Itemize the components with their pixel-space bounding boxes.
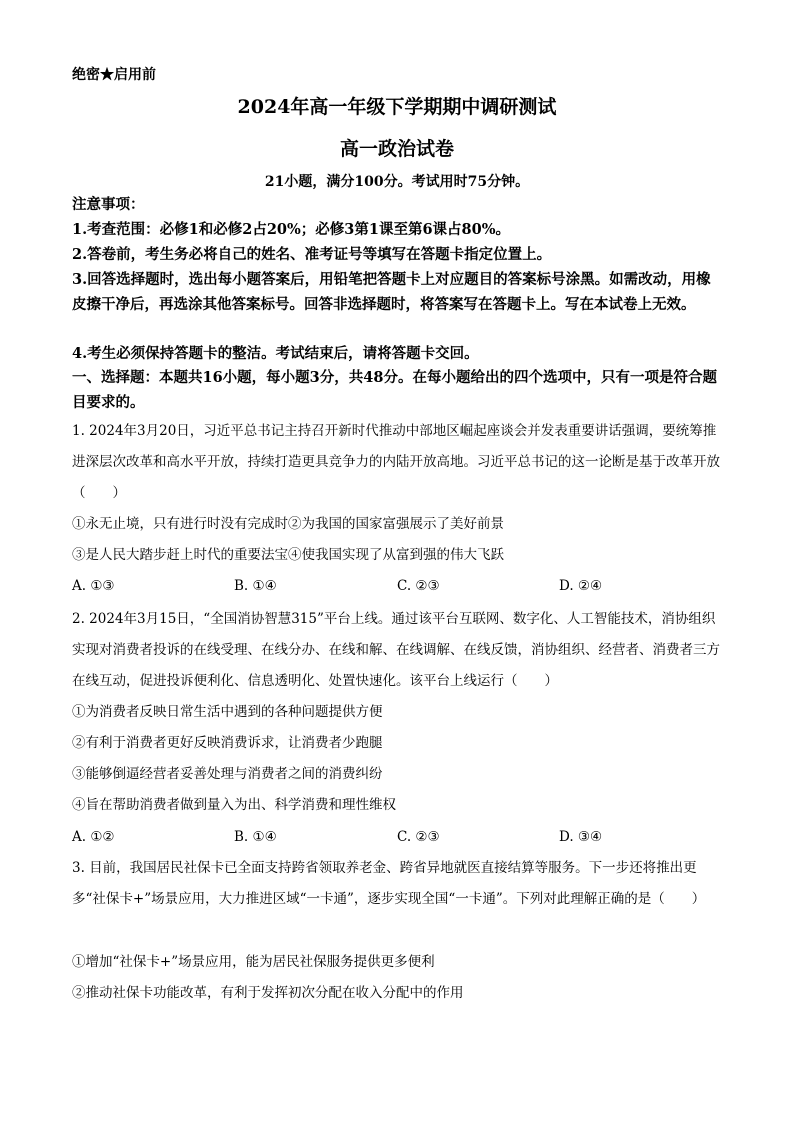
- question-statement: ①为消费者反映日常生活中遇到的各种问题提供方便: [72, 704, 383, 720]
- choice-b[interactable]: B. ①④: [234, 829, 277, 845]
- question-stem: 3. 目前，我国居民社保卡已全面支持跨省领取养老金、跨省异地就医直接结算等服务。下一步还将推出更多“社保卡+”场景应用，大力推进区域“一卡通”，逐步实现全国“一卡通”。下列对此理解正确的是（ ）: [72, 860, 706, 907]
- choice-d[interactable]: D. ②④: [559, 578, 603, 594]
- answer-choices: [72, 571, 724, 602]
- choice-c[interactable]: C. ②③: [397, 829, 440, 845]
- question-statement: ④旨在帮助消费者做到量入为出、科学消费和理性维权: [72, 797, 396, 813]
- exam-title: 2024年高一年级下学期期中调研测试: [237, 96, 557, 118]
- question-statement: ②推动社保卡功能改革，有利于发挥初次分配在收入分配中的作用: [72, 985, 464, 1001]
- exam-info: 21小题，满分100分。考试用时75分钟。: [264, 174, 530, 190]
- choice-c[interactable]: C. ②③: [397, 578, 440, 594]
- question-statement: ③能够倒逼经营者妥善处理与消费者之间的消费纠纷: [72, 766, 383, 782]
- question-stem: 1. 2024年3月20日，习近平总书记主持召开新时代推动中部地区崛起座谈会并发表重要讲话强调，要统筹推进深层次改革和高水平开放，持续打造更具竞争力的内陆开放高地。习近平总书记的这一论断是基于改革开放（ ）: [72, 423, 720, 501]
- note-item: 3.回答选择题时，选出每小题答案后，用铅笔把答题卡上对应题目的答案标号涂黑。如需改动，用橡皮擦干净后，再选涂其他答案标号。回答非选择题时，将答案写在答题卡上。写在本试卷上无效。: [72, 271, 711, 313]
- choice-a[interactable]: A. ①②: [72, 829, 115, 845]
- note-item: 4.考生必须保持答题卡的整洁。考试结束后，请将答题卡交回。: [72, 345, 479, 362]
- section-title: 一、选择题：本题共16小题，每小题3分，共48分。在每小题给出的四个选项中，只有一项是符合题目要求的。: [72, 369, 717, 411]
- question-stem: 2. 2024年3月15日，“全国消协智慧315”平台上线。通过该平台互联网、数字化、人工智能技术，消协组织实现对消费者投诉的在线受理、在线分办、在线和解、在线调解、在线反馈，消协组织、经营者、消费者三方在线互动，促进投诉便利化、信息透明化、处置快速化。该平台上线运行（ ）: [72, 611, 720, 689]
- notes-heading: 注意事项：: [72, 196, 145, 213]
- note-item: 2.答卷前，考生务必将自己的姓名、准考证号等填写在答题卡指定位置上。: [72, 246, 552, 263]
- question-statement: ②有利于消费者更好反映消费诉求，让消费者少跑腿: [72, 735, 383, 751]
- exam-subject: 高一政治试卷: [339, 138, 454, 160]
- question-statement: ①增加“社保卡+”场景应用，能为居民社保服务提供更多便利: [72, 954, 435, 970]
- choice-b[interactable]: B. ①④: [234, 578, 277, 594]
- secret-mark: 绝密★启用前: [72, 67, 156, 83]
- note-item: 1.考查范围：必修1和必修2占20%；必修3第1课至第6课占80%。: [72, 221, 510, 238]
- choice-a[interactable]: A. ①③: [72, 578, 115, 594]
- answer-choices: [72, 822, 724, 853]
- question-statement: ③是人民大踏步赶上时代的重要法宝④使我国实现了从富到强的伟大飞跃: [72, 547, 504, 563]
- question-statement: ①永无止境，只有进行时没有完成时②为我国的国家富强展示了美好前景: [72, 516, 504, 532]
- choice-d[interactable]: D. ③④: [559, 829, 603, 845]
